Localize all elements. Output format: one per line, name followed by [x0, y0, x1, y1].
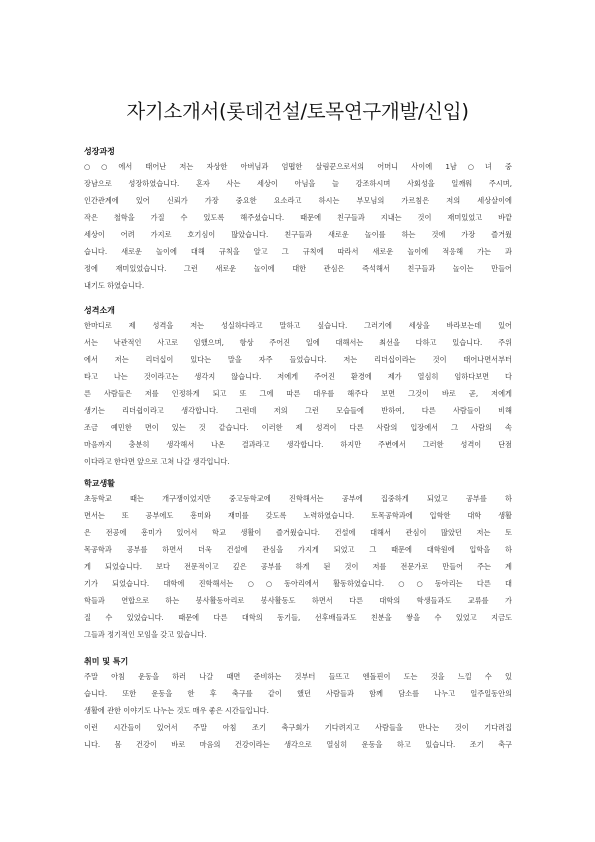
section-paragraph — [84, 490, 512, 643]
paragraph-line: ○○에서 태어난 저는 자상한 아버님과 엄뗩한 살림꾼으로서의 어머니 사이에 1남○녀 중 — [84, 162, 512, 171]
section-paragraph — [84, 668, 512, 753]
paragraph-line: 이런 시간들이 있어서 주말 아침 조기 축구회가 기다려지고 사람들을 만나는 것이 기다려집 — [84, 723, 512, 732]
section-heading: 학교생활 — [84, 479, 115, 488]
paragraph-line: 정에 재미있었습니다. 그런 새로운 놀이에 대한 관심은 즉석해서 친구들과 놀이는 만들어 — [84, 264, 512, 273]
paragraph-line: 마음까지 충분히 생각해서 나온 결과라고 생각합니다. 하지만 주변에서 그러한 성격이 단점 — [84, 440, 512, 449]
paragraph-line: 조금 예민한 면이 있는 것 같습니다. 이러한 제 성격이 다른 사람의 입장에서 그 사람의 속 — [84, 423, 512, 432]
paragraph-line: 이다라고 한다면 앞으로 고쳐 나갈 생각입니다. — [84, 457, 230, 466]
paragraph-line: 장남으로 성장하였습니다. 혼자 사는 세상이 아님을 늘 강조하시며 사회성을 일깨워 주시며, — [84, 179, 512, 188]
section-growth — [84, 146, 512, 294]
paragraph-line: 은 전공에 흥미가 있어서 학교 생활이 즐거웠습니다. 건설에 대해서 관심이 많았던 저는 토 — [84, 528, 512, 537]
paragraph-line: 내기도 하였습니다. — [84, 281, 145, 290]
paragraph-line: 니다. 몸 건강이 바로 마음의 건강이라는 생각으로 열심히 운동을 하고 있습니다. 조기 축구 — [84, 740, 512, 749]
paragraph-line: 면서는 또 공부에도 흥미와 재미를 갖도록 노력하였습니다. 토목공학과에 입학한 대학 생활 — [84, 511, 512, 520]
section-heading: 성장과정 — [84, 147, 115, 156]
paragraph-line: 생기는 리더쉽이라고 생각합니다. 그런데 저의 그런 모습들에 반하여, 다른 사람들이 비해 — [84, 406, 512, 415]
paragraph-line: 서는 낙관적인 사고로 임했으며, 항상 주어진 일에 대해서는 최선을 다하고 있습니다. 주위 — [84, 338, 512, 347]
paragraph-line: 생활에 관한 이야기도 나누는 것도 매우 좋은 시간들입니다. — [84, 706, 269, 715]
document-title: 자기소개서(롯데건설/토목연구개발/신입) — [126, 100, 469, 123]
paragraph-line: 초등학교 때는 개구쟁이었지만 중고등학교에 진학해서는 공부에 집중하게 되었고 공부를 하 — [84, 494, 512, 503]
section-paragraph — [84, 158, 512, 294]
paragraph-line: 른 사람들은 저를 인정하게 되고 또 그에 따른 대우를 해주다 보면 그것이 바로 곧, 저에게 — [84, 389, 512, 398]
paragraph-line: 질 수 있었습니다. 때문에 다른 대학의 동기들, 선후배들과도 친분을 쌓을 수 있었고 지금도 — [84, 613, 512, 622]
section-paragraph — [84, 317, 512, 470]
paragraph-line: 한마디로 제 성격을 저는 성실하다라고 말하고 싶습니다. 그러기에 세상을 바라보는데 있어 — [84, 321, 512, 330]
section-heading: 취미 및 특기 — [84, 657, 129, 666]
paragraph-line: 인간관계에 있어 신뢰가 가장 중요한 요소라고 하시는 부모님의 가르침은 저의 세상살이에 — [84, 196, 512, 205]
paragraph-line: 학들과 연합으로 하는 봉사활동아리로 봉사활동도 하면서 다른 대학의 학생들과도 교류를 가 — [84, 596, 512, 605]
paragraph-line: 목공학과 공부를 하면서 더욱 건설에 관심을 가지게 되었고 그 때문에 대학원에 입학을 하 — [84, 545, 512, 554]
paragraph-line: 주말 아침 운동을 하러 나갈 때면 준비하는 것부터 들뜨고 엔돌핀이 도는 것을 느낄 수 있 — [84, 672, 512, 681]
section-school-life — [84, 478, 512, 643]
paragraph-line: 기가 되었습니다. 대학에 진학해서는 ○○동아리에서 활동하였습니다. ○○동아리는 다른 대 — [84, 579, 512, 588]
section-hobbies — [84, 656, 512, 753]
paragraph-line: 그들과 정기적인 모임을 갖고 있습니다. — [84, 630, 207, 639]
paragraph-line: 세상이 어려 가지로 호기심이 많았습니다. 친구들과 새로운 놀이를 하는 것에 가장 즐거웠 — [84, 230, 512, 239]
section-heading: 성격소개 — [84, 306, 115, 315]
paragraph-line: 작은 철학을 가질 수 있도록 해주셨습니다. 때문에 친구들과 지내는 것이 재미있었고 바깥 — [84, 213, 512, 222]
paragraph-line: 게 되었습니다. 보다 전문적이고 깊은 공부를 하게 된 것이 저를 전문가로 만들어 주는 계 — [84, 562, 512, 571]
paragraph-line: 습니다. 또한 운동을 한 후 축구를 같이 했던 사람들과 함께 담소를 나누고 일주일동안의 — [84, 689, 512, 698]
paragraph-line: 에서 저는 리더십이 있다는 말을 자주 들었습니다. 저는 리더십이라는 것이 태어나면서부터 — [84, 355, 512, 364]
paragraph-line: 습니다. 새로운 놀이에 대해 규칙을 알고 그 규칙에 따라서 새로운 놀이에 적응해 가는 과 — [84, 247, 512, 256]
paragraph-line: 타고 나는 것이라고는 생각지 않습니다. 저에게 주어진 환경에 제가 열심히 임하다보면 다 — [84, 372, 512, 381]
section-personality — [84, 305, 512, 470]
